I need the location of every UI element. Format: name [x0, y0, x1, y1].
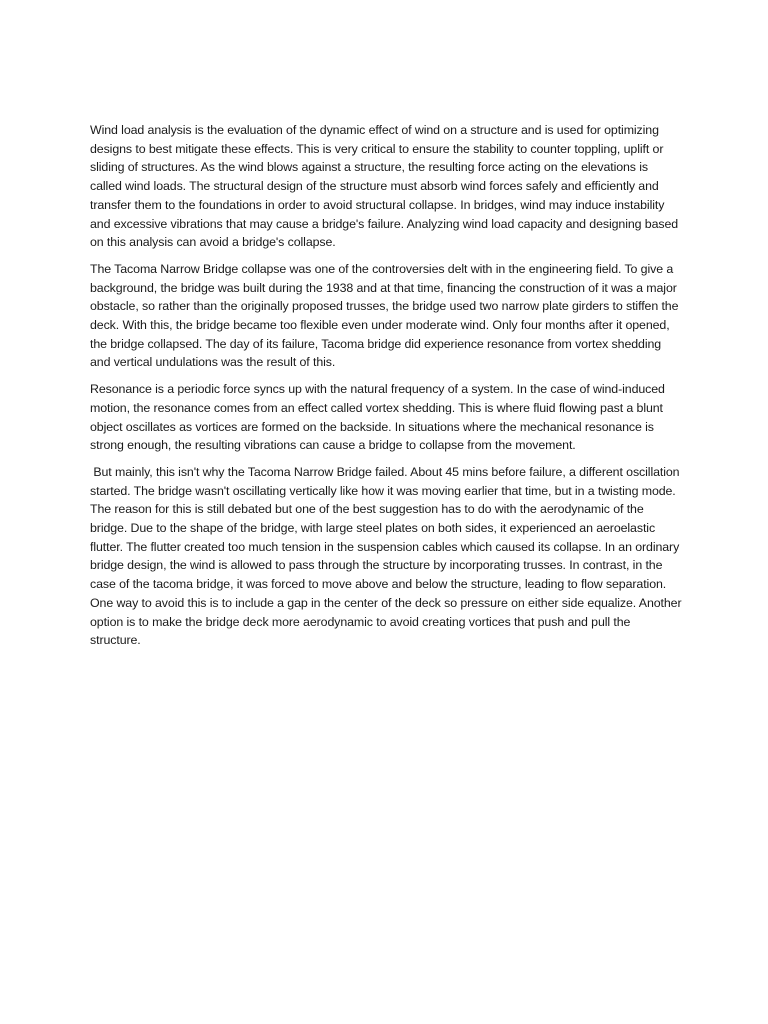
document-body — [90, 121, 685, 658]
paragraph-aeroelastic-flutter: But mainly, this isn't why the Tacoma Narrow Bridge failed. About 45 mins before failure, a different oscillation started. The bridge wasn't oscillating vertically like how it was moving earlier that time, but in a twisting mode. The reason for this is still debated but one of the best suggestion has to do with the aerodynamic of the bridge. Due to the shape of the bridge, with large steel plates on both sides, it experienced an aeroelastic flutter. The flutter created too much tension in the suspension cables which caused its collapse. In an ordinary bridge design, the wind is allowed to pass through the structure by incorporating trusses. In contrast, in the case of the tacoma bridge, it was forced to move above and below the structure, leading to flow separation. One way to avoid this is to include a gap in the center of the deck so pressure on either side equalize. Another option is to make the bridge deck more aerodynamic to avoid creating vortices that push and pull the structure. — [90, 464, 685, 648]
paragraph-tacoma-background: The Tacoma Narrow Bridge collapse was one of the controversies delt with in the engineering field. To give a background, the bridge was built during the 1938 and at that time, financing the construction of it was a major obstacle, so rather than the originally proposed trusses, the bridge used two narrow plate girders to stiffen the deck. With this, the bridge became too flexible even under moderate wind. Only four months after it opened, the bridge collapsed. The day of its failure, Tacoma bridge did experience resonance from vortex shedding and vertical undulations was the result of this. — [90, 261, 679, 370]
paragraph-resonance: Resonance is a periodic force syncs up with the natural frequency of a system. In the case of wind-induced motion, the resonance comes from an effect called vortex shedding. This is where fluid flowing past a blunt object oscillates as vortices are formed on the backside. In situations where the mechanical resonance is strong enough, the resulting vibrations can cause a bridge to collapse from the movement. — [90, 382, 665, 453]
paragraph-wind-load-analysis: Wind load analysis is the evaluation of the dynamic effect of wind on a structure and is used for optimizing designs to best mitigate these effects. This is very critical to ensure the stability to counter toppling, uplift or sliding of structures. As the wind blows against a structure, the resulting force acting on the elevations is called wind loads. The structural design of the structure must absorb wind forces safely and efficiently and transfer them to the foundations in order to avoid structural collapse. In bridges, wind may induce instability and excessive vibrations that may cause a bridge's failure. Analyzing wind load capacity and designing based on this analysis can avoid a bridge's collapse. — [90, 123, 679, 250]
